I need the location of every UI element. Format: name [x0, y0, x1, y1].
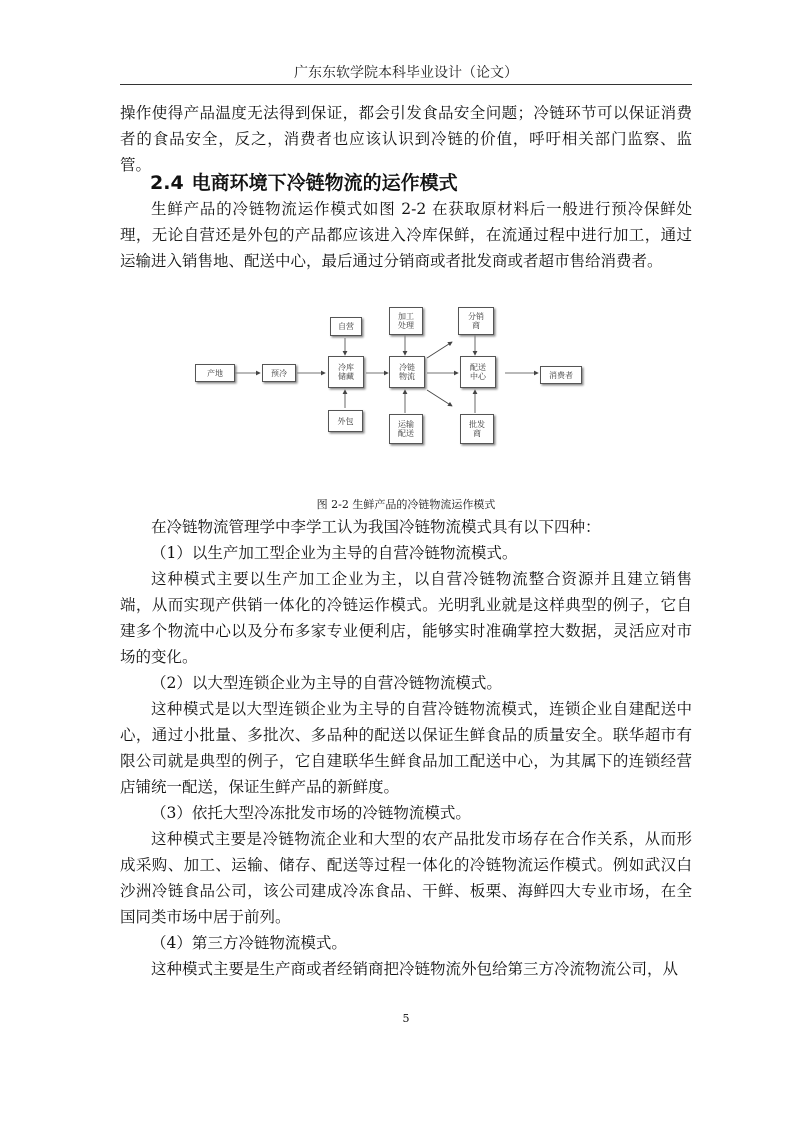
mode1-text: 这种模式主要以生产加工企业为主，以自营冷链物流整合资源并且建立销售端，从而实现产供销一体化的冷链运作模式。光明乳业就是这样典型的例子，它自建多个物流中心以及分布多家专业便利店，能够实时准确掌控大数据，灵活应对市场的变化。 — [120, 570, 692, 666]
box-distributor: 分销 商 — [458, 307, 494, 335]
arrow-logistics-distributor — [427, 342, 452, 358]
mode4-text: 这种模式主要是生产商或者经销商把冷链物流外包给第三方冷流物流公司，从 — [151, 960, 679, 978]
box-outsource: 外包 — [328, 410, 363, 432]
mode3-title: （3）依托大型冷冻批发市场的冷链物流模式。 — [151, 804, 471, 822]
paragraph-intro — [120, 196, 692, 274]
page-number: 5 — [402, 1012, 410, 1025]
box-precool: 预冷 — [262, 364, 296, 382]
header-rule — [120, 84, 692, 85]
box-source: 产地 — [195, 364, 235, 382]
paragraph-top — [120, 100, 692, 178]
cold-chain-diagram — [190, 300, 590, 450]
mode2-text: 这种模式是以大型连锁企业为主导的自营冷链物流模式，连锁企业自建配送中心，通过小批量、多批次、多品种的配送以保证生鲜食品的质量安全。联华超市有限公司就是典型的例子，它自建联华生鲜食品加工配送中心，为其属下的连锁经营店铺统一配送，保证生鲜产品的新鲜度。 — [120, 700, 692, 796]
paragraph-intro-text: 生鲜产品的冷链物流运作模式如图 2-2 在获取原材料后一般进行预冷保鲜处理，无论自营还是外包的产品都应该进入冷库保鲜，在流通过程中进行加工，通过运输进入销售地、配送中心，最后通过分销商或者批发商或者超市售给消费者。 — [120, 200, 692, 270]
paragraph-four-modes: 在冷链物流管理学中李学工认为我国冷链物流模式具有以下四种： — [151, 518, 601, 536]
section-title: 电商环境下冷链物流的运作模式 — [191, 172, 458, 194]
box-processing: 加工 处理 — [389, 307, 423, 335]
running-header: 广东东软学院本科毕业设计（论文） — [294, 65, 518, 81]
arrow-logistics-wholesaler — [427, 390, 452, 406]
mode4-title: （4）第三方冷链物流模式。 — [151, 934, 347, 952]
box-logistics: 冷链 物流 — [389, 356, 425, 388]
paragraph-top-text: 操作使得产品温度无法得到保证，都会引发食品安全问题；冷链环节可以保证消费者的食品安全，反之，消费者也应该认识到冷链的价值，呼吁相关部门监察、监管。 — [120, 104, 692, 174]
box-consumer: 消费者 — [540, 366, 582, 384]
box-cold-store: 冷库 储藏 — [328, 356, 364, 388]
main-body — [120, 514, 692, 982]
mode1-title: （1）以生产加工型企业为主导的自营冷链物流模式。 — [151, 544, 518, 562]
box-transport: 运输 配送 — [389, 414, 423, 444]
section-number: 2.4 — [150, 172, 184, 194]
section-heading — [150, 168, 466, 195]
mode3-text: 这种模式主要是冷链物流企业和大型的农产品批发市场存在合作关系，从而形成采购、加工、运输、储存、配送等过程一体化的冷链物流运作模式。例如武汉白沙洲冷链食品公司，该公司建成冷冻食品、干鲜、板栗、海鲜四大专业市场，在全国同类市场中居于前列。 — [120, 830, 692, 926]
box-wholesaler: 批发 商 — [460, 414, 494, 444]
figure-caption: 图 2-2 生鲜产品的冷链物流运作模式 — [316, 498, 496, 511]
box-self-run: 自营 — [330, 317, 362, 336]
box-center: 配送 中心 — [460, 356, 496, 388]
mode2-title: （2）以大型连锁企业为主导的自营冷链物流模式。 — [151, 674, 502, 692]
